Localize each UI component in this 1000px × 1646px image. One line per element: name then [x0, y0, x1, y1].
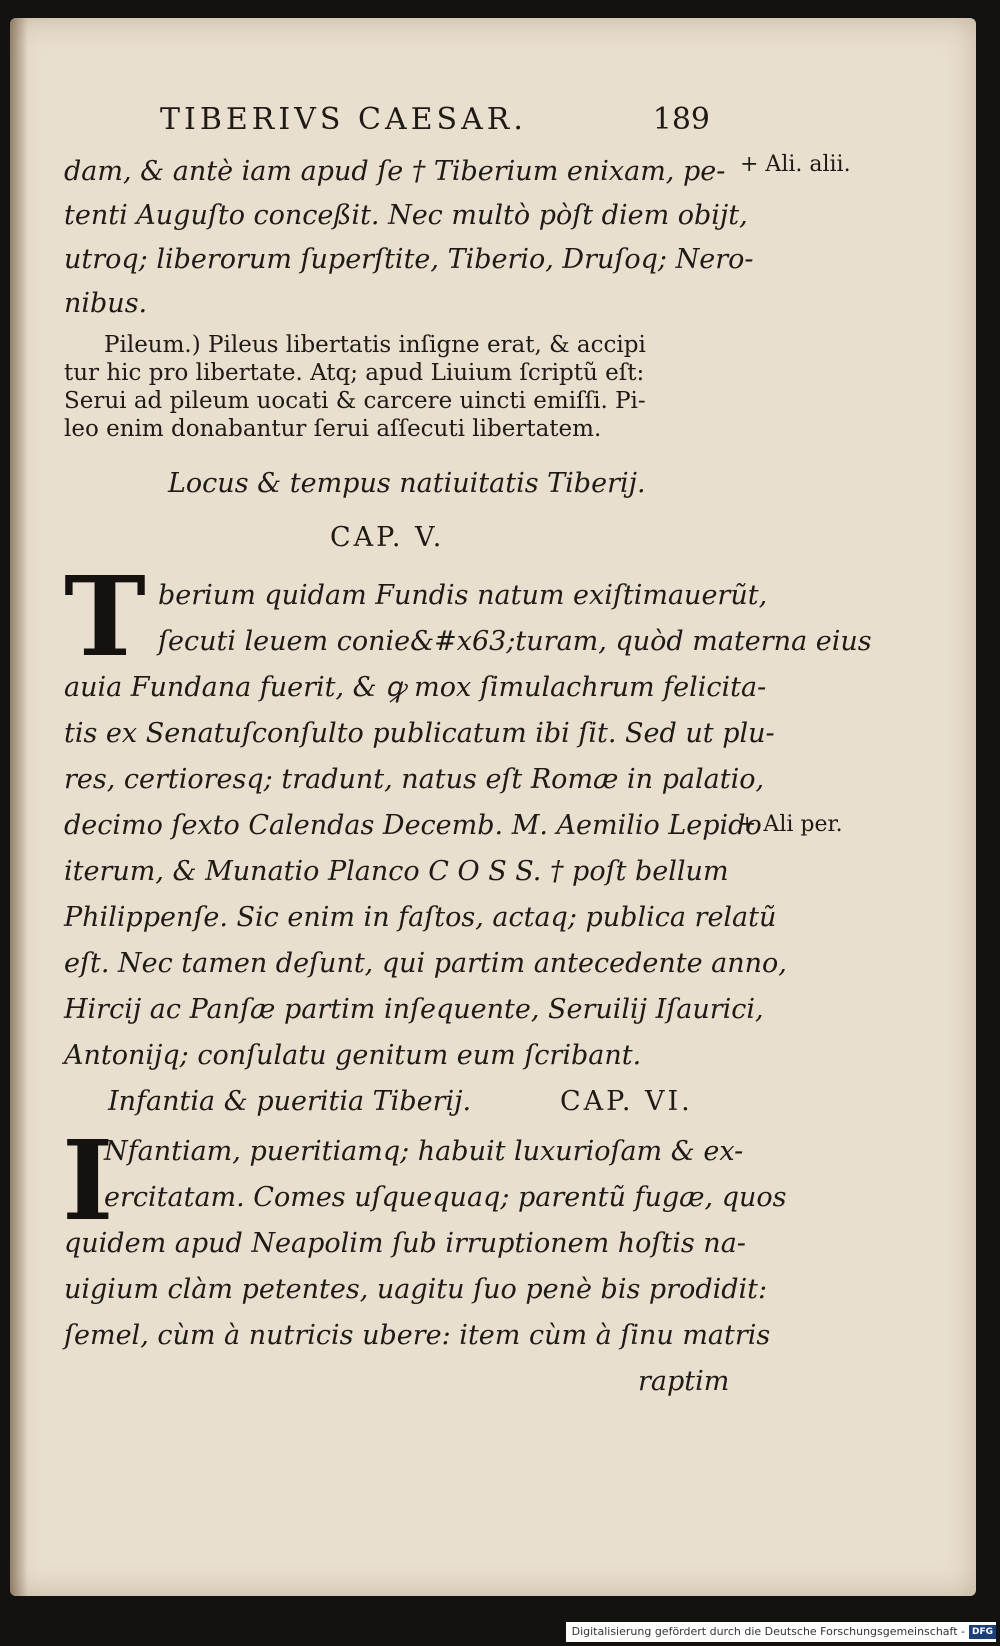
catchword: raptim — [638, 1366, 730, 1397]
body-line: tenti Auguſto conceßit. Nec multò pòſt diem obijt, — [64, 200, 748, 231]
body-line: utroq; liberorum ſuperſtite, Tiberio, Druſoq; Nero- — [64, 244, 754, 275]
body-line: ſecuti leuem conie&#x63;turam, quòd materna eius — [158, 626, 872, 657]
body-line: res, certioresq; tradunt, natus eſt Romæ in palatio, — [64, 764, 765, 795]
drop-cap-t: T — [64, 552, 146, 681]
commentary-line: Serui ad pileum uocati & carcere uincti emiſſi. Pi- — [64, 388, 646, 414]
body-line: ſemel, cùm à nutricis ubere: item cùm à ſinu matris — [64, 1320, 771, 1351]
dfg-logo-icon: DFG — [969, 1625, 996, 1639]
body-line: Hircij ac Panſæ partim inſequente, Seruilij Iſaurici, — [64, 994, 764, 1025]
drop-cap-i: I — [62, 1116, 114, 1245]
credit-text: Digitalisierung gefördert durch die Deutsche Forschungsgemeinschaft - — [571, 1625, 965, 1638]
body-line: auia Fundana fuerit, & ꝙ mox ſimulachrum felicita- — [64, 672, 767, 703]
body-line: eſt. Nec tamen deſunt, qui partim antecedente anno, — [64, 948, 787, 979]
marginal-note-1: + Ali. alii. — [740, 152, 851, 177]
body-line: Antonijq; conſulatu genitum eum ſcribant. — [64, 1040, 642, 1071]
chapter-label-6: CAP. VI. — [560, 1086, 693, 1117]
digitization-credit — [566, 1622, 996, 1642]
body-line: tis ex Senatuſconſulto publicatum ibi ſit. Sed ut plu- — [64, 718, 775, 749]
running-title: TIBERIVS CAESAR. — [160, 102, 527, 137]
body-line: iterum, & Munatio Planco C O S S. † poſt bellum — [64, 856, 729, 887]
commentary-line: tur hic pro libertate. Atq; apud Liuium ſcriptũ eſt: — [64, 360, 645, 386]
marginal-note-2: + Ali per. — [738, 812, 843, 837]
commentary-line: leo enim donabantur ſerui aſſecuti libertatem. — [64, 416, 602, 442]
body-line: quidem apud Neapolim ſub irruptionem hoſtis na- — [64, 1228, 746, 1259]
body-line: ercitatam. Comes uſquequaq; parentũ fugæ, quos — [104, 1182, 787, 1213]
body-line: dam, & antè iam apud ſe † Tiberium enixam, pe- — [64, 156, 726, 187]
body-line: uigium clàm petentes, uagitu ſuo penè bis prodidit: — [64, 1274, 768, 1305]
page-number: 189 — [652, 102, 710, 137]
commentary-line: Pileum.) Pileus libertatis inſigne erat, & accipi — [104, 332, 646, 358]
body-line: Philippenſe. Sic enim in faſtos, actaq; publica relatũ — [64, 902, 777, 933]
body-line: decimo ſexto Calendas Decemb. M. Aemilio Lepido — [64, 810, 762, 841]
section-heading-6: Infantia & pueritia Tiberij. — [108, 1086, 472, 1117]
body-line: Nfantiam, pueritiamq; habuit luxurioſam & ex- — [104, 1136, 744, 1167]
section-heading-5: Locus & tempus natiuitatis Tiberij. — [168, 468, 646, 499]
chapter-label-5: CAP. V. — [330, 522, 445, 553]
body-line: berium quidam Fundis natum exiſtimauerũt, — [158, 580, 768, 611]
body-line: nibus. — [64, 288, 148, 319]
running-header — [150, 92, 710, 142]
page-gutter-shadow — [10, 18, 28, 1596]
